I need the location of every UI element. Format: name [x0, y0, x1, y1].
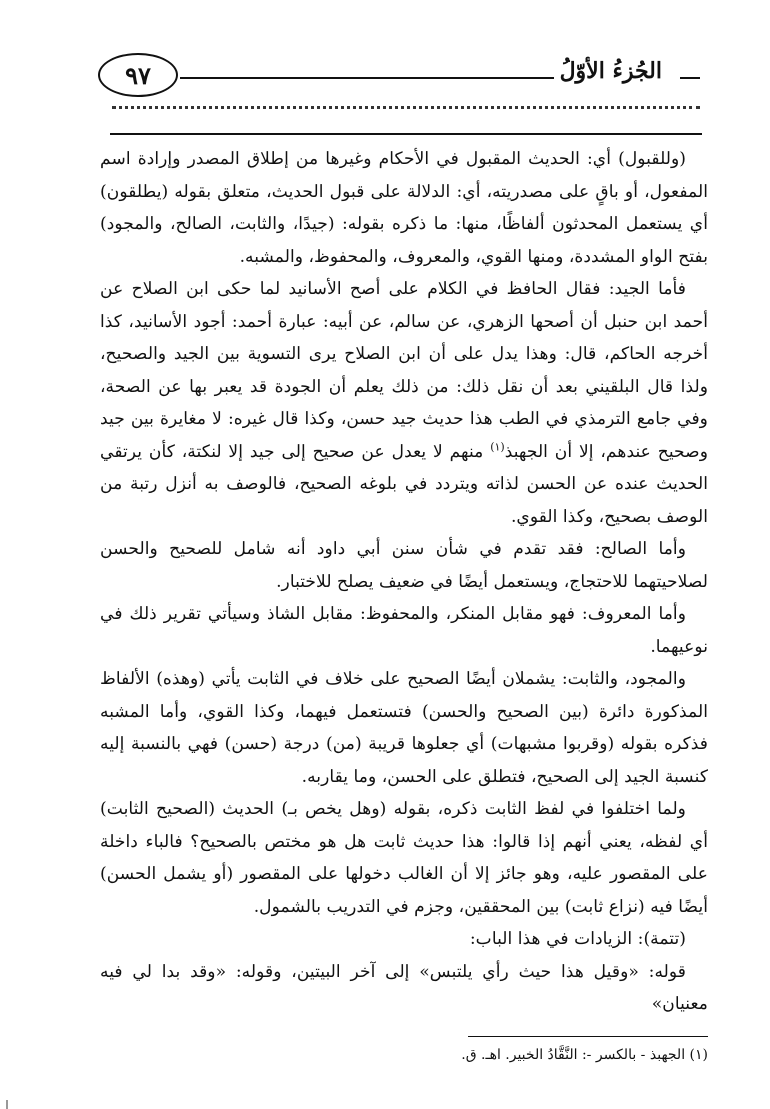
margin-mark	[6, 1100, 8, 1109]
main-text	[100, 143, 708, 1021]
paragraph-tatimma: (تتمة): الزيادات في هذا الباب:	[469, 929, 686, 949]
dotted-divider	[112, 96, 700, 109]
paragraph-maruf: وأما المعروف: فهو مقابل المنكر، والمحفوظ: مقابل الشاذ وسيأتي تقرير ذلك في نوعيهما.	[100, 604, 708, 657]
content-top-rule	[110, 133, 702, 135]
paragraph-thabit: ولما اختلفوا في لفظ الثابت ذكره، بقوله (وهل يخص بـ) الحديث (الصحيح الثابت) أي لفظه، يعني أنهم إذا قالوا: هذا حديث ثابت هل هو مختص بالصحيح؟ فالباء داخلة على المقصور عليه، وهو جائز إلا أن الغالب دخولها على المقصور (أو يشمل الحسن) أيضًا فيه (نزاع ثابت) بين المحققين، وجزم في التدريب بالشمول.	[100, 799, 708, 917]
header-dash	[680, 77, 700, 79]
paragraph-acceptance: (وللقبول) أي: الحديث المقبول في الأحكام وغيرها من إطلاق المصدر وإرادة اسم المفعول، أو باقٍ على مصدريته، أي: الدلالة على قبول الحديث، متعلق بقوله (يطلقون) أي يستعمل المحدثون ألفاظًا، منها: ما ذكره بقوله: (جيدًا، والثابت، الصالح، والمجود) بفتح الواو المشددة، ومنها القوي، والمعروف، والمحفوظ، والمشبه.	[100, 149, 708, 267]
running-title: الجُزءُ الأوّلُ	[554, 58, 668, 84]
paragraph-mujawwad: والمجود، والثابت: يشملان أيضًا الصحيح على خلاف في الثابت يأتي (وهذه) الألفاظ المذكورة دائرة (بين الصحيح والحسن) فتستعمل فيهما، وكذا القوي، وأما المشبه فذكره بقوله (وقربوا مشبهات) أي جعلوها قريبة (من) درجة (حسن) فهي بالنسبة إليه كنسبة الجيد إلى الصحيح، فتطلق على الحسن، وما يقاربه.	[100, 669, 708, 787]
footnote-rule	[468, 1036, 708, 1037]
paragraph-salih: وأما الصالح: فقد تقدم في شأن سنن أبي داود أنه شامل للصحيح والحسن لصلاحيتهما للاحتجاج، ويستعمل أيضًا في ضعيف يصلح للاختبار.	[100, 539, 708, 592]
footnote: (١) الجهبذ - بالكسر -: النَّقَّادُ الخبير. اهـ. ق.	[461, 1047, 708, 1063]
page-number-badge: ٩٧	[98, 53, 178, 97]
footnote-marker[interactable]: (١)	[490, 439, 505, 453]
paragraph-qawluhu: قوله: «وقيل هذا حيث رأي يلتبس» إلى آخر البيتين، وقوله: «وقد بدا لي فيه معنيان»	[100, 961, 708, 1014]
paragraph-jayyid-part2: منهم لا يعدل عن صحيح إلى جيد إلا لنكتة، كأن يرتقي الحديث عنده عن الحسن لذاته ويتردد في بلوغه الصحيح، فالوصف به أنزل رتبة من الوصف بصحيح، وكذا القوي.	[100, 441, 708, 527]
page-header	[98, 58, 700, 92]
paragraph-jayyid	[100, 273, 708, 533]
header-rule	[180, 77, 590, 79]
paragraph-jayyid-part1: فأما الجيد: فقال الحافظ في الكلام على أصح الأسانيد لما حكى ابن الصلاح عن أحمد ابن حنبل أن أصحها الزهري، عن سالم، عن أبيه: عبارة أحمد: أجود الأسانيد، كذا أخرجه الحاكم، قال: وهذا يدل على أن ابن الصلاح يرى التسوية بين الجيد والصحيح، ولذا قال البلقيني بعد أن نقل ذلك: من ذلك يعلم أن الجودة قد يعبر بها عن الصحة، وفي جامع الترمذي في الطب هذا حديث جيد حسن، وكذا قال غيره: لا مغايرة بين جيد وصحيح عندهم، إلا أن الجهبذ	[100, 279, 708, 462]
